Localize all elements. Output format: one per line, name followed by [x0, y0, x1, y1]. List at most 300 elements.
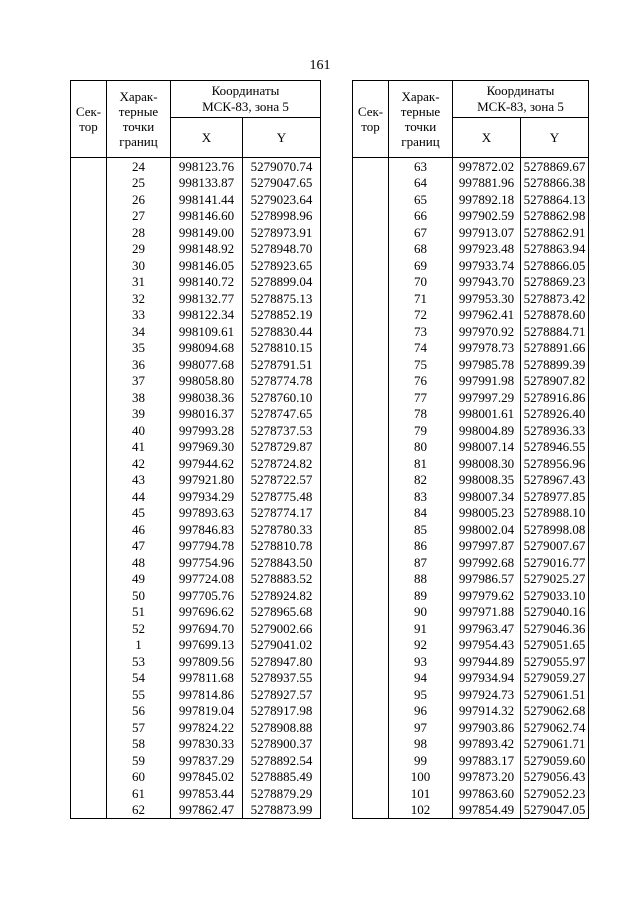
point-cell: 92 — [389, 637, 453, 654]
table-row — [71, 752, 321, 769]
table-row — [353, 802, 589, 819]
sector-cell — [71, 686, 107, 703]
sector-cell — [353, 554, 389, 571]
x-cell: 998146.60 — [171, 208, 243, 225]
point-cell: 74 — [389, 340, 453, 357]
table-row — [71, 670, 321, 687]
table-row — [71, 472, 321, 489]
sector-cell — [353, 439, 389, 456]
sector-cell — [71, 802, 107, 819]
x-cell: 997893.42 — [453, 736, 521, 753]
table-row — [353, 356, 589, 373]
x-cell: 998001.61 — [453, 406, 521, 423]
point-cell: 73 — [389, 323, 453, 340]
sector-cell — [353, 175, 389, 192]
sector-cell — [71, 439, 107, 456]
x-cell: 997811.68 — [171, 670, 243, 687]
sector-cell — [71, 422, 107, 439]
sector-cell — [353, 653, 389, 670]
x-cell: 997863.60 — [453, 785, 521, 802]
y-cell: 5279062.68 — [521, 703, 589, 720]
table-row — [353, 422, 589, 439]
x-cell: 998146.05 — [171, 257, 243, 274]
x-cell: 998007.14 — [453, 439, 521, 456]
y-cell: 5278936.33 — [521, 422, 589, 439]
table-row — [71, 505, 321, 522]
x-cell: 997944.62 — [171, 455, 243, 472]
point-cell: 100 — [389, 769, 453, 786]
x-cell: 998133.87 — [171, 175, 243, 192]
table-row — [353, 224, 589, 241]
y-cell: 5278937.55 — [243, 670, 321, 687]
y-cell: 5278862.91 — [521, 224, 589, 241]
x-cell: 997943.70 — [453, 274, 521, 291]
x-cell: 997872.02 — [453, 158, 521, 175]
x-cell: 998132.77 — [171, 290, 243, 307]
x-cell: 997970.92 — [453, 323, 521, 340]
point-cell: 62 — [107, 802, 171, 819]
sector-cell — [353, 670, 389, 687]
x-cell: 997854.49 — [453, 802, 521, 819]
y-cell: 5279040.16 — [521, 604, 589, 621]
x-cell: 997824.22 — [171, 719, 243, 736]
point-cell: 28 — [107, 224, 171, 241]
point-cell: 65 — [389, 191, 453, 208]
x-cell: 997944.89 — [453, 653, 521, 670]
sector-cell — [353, 472, 389, 489]
x-cell: 997991.98 — [453, 373, 521, 390]
sector-cell — [353, 340, 389, 357]
x-cell: 997921.80 — [171, 472, 243, 489]
table-row — [353, 505, 589, 522]
point-cell: 1 — [107, 637, 171, 654]
point-cell: 70 — [389, 274, 453, 291]
point-cell: 27 — [107, 208, 171, 225]
x-cell: 998094.68 — [171, 340, 243, 357]
y-cell: 5278724.82 — [243, 455, 321, 472]
sector-cell — [71, 554, 107, 571]
y-cell: 5278899.39 — [521, 356, 589, 373]
point-cell: 61 — [107, 785, 171, 802]
coordinates-header — [453, 81, 589, 118]
coordinates-header-text: Координаты МСК-83, зона 5 — [202, 83, 289, 115]
y-cell: 5279061.71 — [521, 736, 589, 753]
point-cell: 56 — [107, 703, 171, 720]
x-cell: 997992.68 — [453, 554, 521, 571]
sector-header-text: Сек- тор — [357, 104, 384, 134]
table-row — [71, 290, 321, 307]
sector-cell — [353, 422, 389, 439]
sector-cell — [353, 274, 389, 291]
y-cell: 5278866.38 — [521, 175, 589, 192]
point-cell: 101 — [389, 785, 453, 802]
x-cell: 997830.33 — [171, 736, 243, 753]
sector-cell — [71, 356, 107, 373]
x-cell: 998140.72 — [171, 274, 243, 291]
table-row — [353, 439, 589, 456]
y-cell: 5278760.10 — [243, 389, 321, 406]
point-cell: 72 — [389, 307, 453, 324]
sector-cell — [71, 521, 107, 538]
sector-cell — [71, 752, 107, 769]
sector-cell — [353, 637, 389, 654]
x-cell: 997881.96 — [453, 175, 521, 192]
point-cell: 81 — [389, 455, 453, 472]
sector-cell — [353, 406, 389, 423]
x-cell: 997754.96 — [171, 554, 243, 571]
table-row — [353, 686, 589, 703]
point-cell: 54 — [107, 670, 171, 687]
sector-cell — [71, 158, 107, 175]
table-row — [71, 224, 321, 241]
y-cell: 5278774.17 — [243, 505, 321, 522]
sector-cell — [71, 406, 107, 423]
y-cell: 5278852.19 — [243, 307, 321, 324]
x-cell: 997954.43 — [453, 637, 521, 654]
x-cell: 997902.59 — [453, 208, 521, 225]
y-cell: 5278998.08 — [521, 521, 589, 538]
table-row — [353, 554, 589, 571]
table-row — [353, 620, 589, 637]
table-row — [353, 769, 589, 786]
point-cell: 40 — [107, 422, 171, 439]
x-cell: 998007.34 — [453, 488, 521, 505]
table-row — [71, 653, 321, 670]
point-cell: 30 — [107, 257, 171, 274]
x-cell: 997914.32 — [453, 703, 521, 720]
y-header: Y — [243, 118, 321, 158]
table-row — [71, 637, 321, 654]
y-cell: 5278810.15 — [243, 340, 321, 357]
table-row — [71, 208, 321, 225]
point-cell: 85 — [389, 521, 453, 538]
sector-cell — [71, 389, 107, 406]
sector-cell — [353, 373, 389, 390]
table-row — [71, 571, 321, 588]
y-cell: 5279016.77 — [521, 554, 589, 571]
y-cell: 5278891.66 — [521, 340, 589, 357]
point-cell: 90 — [389, 604, 453, 621]
x-cell: 997993.28 — [171, 422, 243, 439]
right-table-body — [353, 158, 589, 819]
sector-cell — [71, 208, 107, 225]
table-row — [71, 719, 321, 736]
point-cell: 43 — [107, 472, 171, 489]
y-cell: 5278879.29 — [243, 785, 321, 802]
x-cell: 997814.86 — [171, 686, 243, 703]
point-cell: 32 — [107, 290, 171, 307]
sector-cell — [71, 455, 107, 472]
point-cell: 76 — [389, 373, 453, 390]
point-cell: 86 — [389, 538, 453, 555]
sector-cell — [71, 241, 107, 258]
y-cell: 5278900.37 — [243, 736, 321, 753]
sector-cell — [353, 455, 389, 472]
sector-cell — [353, 208, 389, 225]
point-cell: 96 — [389, 703, 453, 720]
table-row — [71, 191, 321, 208]
sector-cell — [353, 307, 389, 324]
sector-cell — [353, 802, 389, 819]
table-row — [353, 257, 589, 274]
x-cell: 997893.63 — [171, 505, 243, 522]
sector-cell — [353, 241, 389, 258]
sector-cell — [71, 670, 107, 687]
y-cell: 5279070.74 — [243, 158, 321, 175]
point-cell: 33 — [107, 307, 171, 324]
sector-cell — [353, 686, 389, 703]
sector-cell — [71, 323, 107, 340]
table-row — [71, 340, 321, 357]
point-cell: 71 — [389, 290, 453, 307]
x-cell: 997705.76 — [171, 587, 243, 604]
point-cell: 44 — [107, 488, 171, 505]
y-cell: 5278775.48 — [243, 488, 321, 505]
point-cell: 68 — [389, 241, 453, 258]
y-cell: 5278737.53 — [243, 422, 321, 439]
y-cell: 5278885.49 — [243, 769, 321, 786]
point-cell: 47 — [107, 538, 171, 555]
y-cell: 5279041.02 — [243, 637, 321, 654]
x-cell: 998122.34 — [171, 307, 243, 324]
table-row — [353, 785, 589, 802]
table-row — [353, 373, 589, 390]
x-cell: 998005.23 — [453, 505, 521, 522]
table-row — [71, 307, 321, 324]
table-row — [71, 488, 321, 505]
point-cell: 26 — [107, 191, 171, 208]
x-cell: 998004.89 — [453, 422, 521, 439]
x-cell: 998038.36 — [171, 389, 243, 406]
point-cell: 55 — [107, 686, 171, 703]
x-cell: 997903.86 — [453, 719, 521, 736]
page-number: 161 — [309, 58, 331, 73]
sector-header-text: Сек- тор — [75, 104, 102, 134]
sector-cell — [353, 191, 389, 208]
sector-cell — [71, 224, 107, 241]
x-cell: 998008.35 — [453, 472, 521, 489]
y-cell: 5278722.57 — [243, 472, 321, 489]
point-cell: 94 — [389, 670, 453, 687]
x-cell: 998149.00 — [171, 224, 243, 241]
y-cell: 5278843.50 — [243, 554, 321, 571]
sector-cell — [71, 290, 107, 307]
y-cell: 5279062.74 — [521, 719, 589, 736]
point-cell: 88 — [389, 571, 453, 588]
x-cell: 997846.83 — [171, 521, 243, 538]
sector-cell — [71, 769, 107, 786]
y-cell: 5279059.27 — [521, 670, 589, 687]
table-row — [71, 587, 321, 604]
x-cell: 997883.17 — [453, 752, 521, 769]
y-header: Y — [521, 118, 589, 158]
point-cell: 42 — [107, 455, 171, 472]
table-row — [71, 356, 321, 373]
sector-cell — [353, 703, 389, 720]
point-cell: 79 — [389, 422, 453, 439]
point-cell: 84 — [389, 505, 453, 522]
point-cell: 102 — [389, 802, 453, 819]
y-cell: 5278878.60 — [521, 307, 589, 324]
sector-cell — [353, 323, 389, 340]
sector-cell — [353, 488, 389, 505]
table-row — [71, 439, 321, 456]
point-cell: 67 — [389, 224, 453, 241]
table-row — [71, 274, 321, 291]
y-cell: 5279052.23 — [521, 785, 589, 802]
y-cell: 5278883.52 — [243, 571, 321, 588]
y-cell: 5279055.97 — [521, 653, 589, 670]
y-cell: 5278830.44 — [243, 323, 321, 340]
y-cell: 5278892.54 — [243, 752, 321, 769]
y-cell: 5279033.10 — [521, 587, 589, 604]
sector-cell — [71, 307, 107, 324]
y-cell: 5278899.04 — [243, 274, 321, 291]
table-row — [353, 719, 589, 736]
point-cell: 97 — [389, 719, 453, 736]
table-row — [71, 686, 321, 703]
y-cell: 5278791.51 — [243, 356, 321, 373]
table-row — [353, 670, 589, 687]
point-cell: 95 — [389, 686, 453, 703]
point-cell: 36 — [107, 356, 171, 373]
table-row — [71, 736, 321, 753]
table-row — [71, 175, 321, 192]
table-row — [353, 175, 589, 192]
y-cell: 5278977.85 — [521, 488, 589, 505]
sector-cell — [353, 224, 389, 241]
point-cell: 60 — [107, 769, 171, 786]
characteristic-points-header — [107, 81, 171, 158]
x-cell: 997962.41 — [453, 307, 521, 324]
sector-cell — [353, 620, 389, 637]
y-cell: 5279046.36 — [521, 620, 589, 637]
x-cell: 997845.02 — [171, 769, 243, 786]
x-cell: 997694.70 — [171, 620, 243, 637]
table-row — [353, 191, 589, 208]
y-cell: 5278869.67 — [521, 158, 589, 175]
y-cell: 5279007.67 — [521, 538, 589, 555]
y-cell: 5278862.98 — [521, 208, 589, 225]
point-cell: 31 — [107, 274, 171, 291]
point-cell: 83 — [389, 488, 453, 505]
sector-cell — [353, 505, 389, 522]
y-cell: 5278923.65 — [243, 257, 321, 274]
sector-cell — [71, 736, 107, 753]
table-row — [353, 340, 589, 357]
x-cell: 997913.07 — [453, 224, 521, 241]
coordinates-header — [171, 81, 321, 118]
table-row — [353, 158, 589, 175]
x-cell: 998123.76 — [171, 158, 243, 175]
left-table-body — [71, 158, 321, 819]
sector-cell — [71, 571, 107, 588]
sector-cell — [71, 191, 107, 208]
table-row — [353, 389, 589, 406]
sector-cell — [71, 472, 107, 489]
sector-cell — [353, 538, 389, 555]
y-cell: 5279059.60 — [521, 752, 589, 769]
y-cell: 5278875.13 — [243, 290, 321, 307]
x-cell: 997892.18 — [453, 191, 521, 208]
y-cell: 5278947.80 — [243, 653, 321, 670]
sector-cell — [353, 257, 389, 274]
table-row — [71, 785, 321, 802]
point-cell: 80 — [389, 439, 453, 456]
table-row — [71, 538, 321, 555]
y-cell: 5278926.40 — [521, 406, 589, 423]
point-cell: 77 — [389, 389, 453, 406]
y-cell: 5278864.13 — [521, 191, 589, 208]
table-row — [353, 736, 589, 753]
y-cell: 5278916.86 — [521, 389, 589, 406]
sector-cell — [353, 736, 389, 753]
sector-cell — [71, 637, 107, 654]
point-cell: 51 — [107, 604, 171, 621]
sector-cell — [71, 703, 107, 720]
point-cell: 64 — [389, 175, 453, 192]
y-cell: 5279047.65 — [243, 175, 321, 192]
x-cell: 997853.44 — [171, 785, 243, 802]
table-row — [71, 373, 321, 390]
x-cell: 997699.13 — [171, 637, 243, 654]
point-cell: 87 — [389, 554, 453, 571]
point-cell: 58 — [107, 736, 171, 753]
table-row — [71, 620, 321, 637]
y-cell: 5278907.82 — [521, 373, 589, 390]
point-cell: 41 — [107, 439, 171, 456]
sector-cell — [71, 620, 107, 637]
x-cell: 998148.92 — [171, 241, 243, 258]
y-cell: 5278729.87 — [243, 439, 321, 456]
x-cell: 997794.78 — [171, 538, 243, 555]
table-row — [353, 488, 589, 505]
sector-cell — [353, 389, 389, 406]
table-row — [71, 389, 321, 406]
table-row — [71, 158, 321, 175]
table-row — [71, 554, 321, 571]
y-cell: 5278917.98 — [243, 703, 321, 720]
table-row — [71, 769, 321, 786]
y-cell: 5278965.68 — [243, 604, 321, 621]
point-cell: 98 — [389, 736, 453, 753]
point-cell: 53 — [107, 653, 171, 670]
point-cell: 38 — [107, 389, 171, 406]
x-cell: 997809.56 — [171, 653, 243, 670]
table-row — [353, 323, 589, 340]
y-cell: 5279025.27 — [521, 571, 589, 588]
point-cell: 48 — [107, 554, 171, 571]
sector-cell — [71, 373, 107, 390]
sector-cell — [353, 785, 389, 802]
y-cell: 5278869.23 — [521, 274, 589, 291]
x-cell: 997971.88 — [453, 604, 521, 621]
sector-cell — [71, 340, 107, 357]
x-cell: 997953.30 — [453, 290, 521, 307]
point-cell: 34 — [107, 323, 171, 340]
x-cell: 997963.47 — [453, 620, 521, 637]
characteristic-points-header-text: Харак- терные точки границ — [400, 89, 441, 149]
table-row — [71, 455, 321, 472]
y-cell: 5278866.05 — [521, 257, 589, 274]
x-cell: 997986.57 — [453, 571, 521, 588]
sector-cell — [71, 274, 107, 291]
sector-cell — [71, 604, 107, 621]
table-row — [353, 521, 589, 538]
point-cell: 46 — [107, 521, 171, 538]
sector-cell — [71, 785, 107, 802]
point-cell: 69 — [389, 257, 453, 274]
